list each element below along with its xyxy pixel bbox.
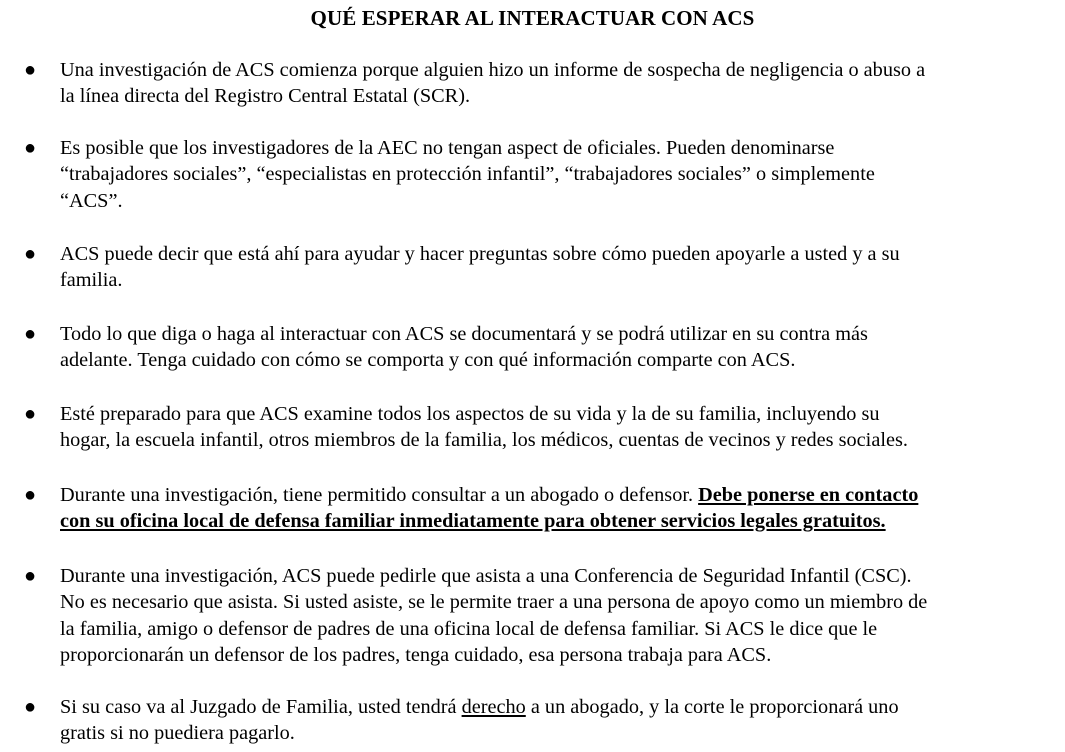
text-plain: a un abogado, y la corte le proporcionará uno	[525, 696, 899, 718]
list-item-text	[60, 241, 1055, 294]
document-title: QUÉ ESPERAR AL INTERACTUAR CON ACS	[310, 6, 755, 30]
emphasized-text: con su oficina local de defensa familiar inmediatamente para obtener servicios legales gratuitos.	[60, 510, 886, 533]
list-item-text	[60, 482, 1055, 535]
bullet-icon: ●	[24, 323, 37, 345]
text-line: familia.	[60, 269, 123, 292]
underlined-text: derecho	[461, 696, 526, 718]
text-line: No es necesario que asista. Si usted asiste, se le permite traer a una persona de apoyo como un miembro de	[60, 591, 928, 614]
text-line: proporcionarán un defensor de los padres, tenga cuidado, esa persona trabaja para ACS.	[60, 643, 772, 666]
text-line: Todo lo que diga o haga al interactuar con ACS se documentará y se podrá utilizar en su contra más	[60, 323, 868, 345]
text-line: “ACS”.	[60, 189, 123, 212]
list-item-text	[60, 401, 1055, 454]
bullet-icon: ●	[24, 59, 37, 81]
text-plain: Durante una investigación, tiene permitido consultar a un abogado o defensor.	[60, 484, 699, 506]
text-line: hogar, la escuela infantil, otros miembros de la familia, los médicos, cuentas de vecinos y redes sociales.	[60, 429, 908, 452]
text-line: la línea directa del Registro Central Estatal (SCR).	[60, 85, 471, 108]
text-line: Una investigación de ACS comienza porque alguien hizo un informe de sospecha de negligencia o abuso a	[60, 59, 926, 81]
text-line: Durante una investigación, ACS puede pedirle que asista a una Conferencia de Seguridad Infantil (CSC).	[60, 565, 912, 587]
bullet-icon: ●	[24, 565, 37, 587]
text-line: adelante. Tenga cuidado con cómo se comporta y con qué información comparte con ACS.	[60, 349, 796, 372]
text-plain: Si su caso va al Juzgado de Familia, usted tendrá	[60, 696, 462, 718]
bullet-icon: ●	[24, 484, 37, 506]
list-item-text	[60, 694, 1055, 747]
text-line	[60, 482, 1055, 508]
text-line: la familia, amigo o defensor de padres de una oficina local de defensa familiar. Si ACS le dice que le	[60, 617, 878, 640]
bullet-icon: ●	[24, 696, 37, 718]
bullet-icon: ●	[24, 403, 37, 425]
list-item-text	[60, 135, 1055, 214]
text-line: Esté preparado para que ACS examine todos los aspectos de su vida y la de su familia, incluyendo su	[60, 403, 880, 425]
list-item-text	[60, 57, 1055, 110]
text-line	[60, 508, 1055, 534]
text-line: “trabajadores sociales”, “especialistas en protección infantil”, “trabajadores sociales” o simplemente	[60, 163, 875, 186]
list-item-text	[60, 563, 1055, 668]
text-line	[60, 694, 1055, 720]
text-line: gratis si no puediera pagarlo.	[60, 722, 295, 745]
text-line: ACS puede decir que está ahí para ayudar y hacer preguntas sobre cómo pueden apoyarle a usted y a su	[60, 243, 900, 265]
list-item-text	[60, 321, 1055, 374]
bullet-icon: ●	[24, 137, 37, 159]
text-line: Es posible que los investigadores de la AEC no tengan aspect de oficiales. Pueden denominarse	[60, 137, 835, 159]
bullet-icon: ●	[24, 243, 37, 265]
emphasized-text: Debe ponerse en contacto	[698, 484, 919, 506]
